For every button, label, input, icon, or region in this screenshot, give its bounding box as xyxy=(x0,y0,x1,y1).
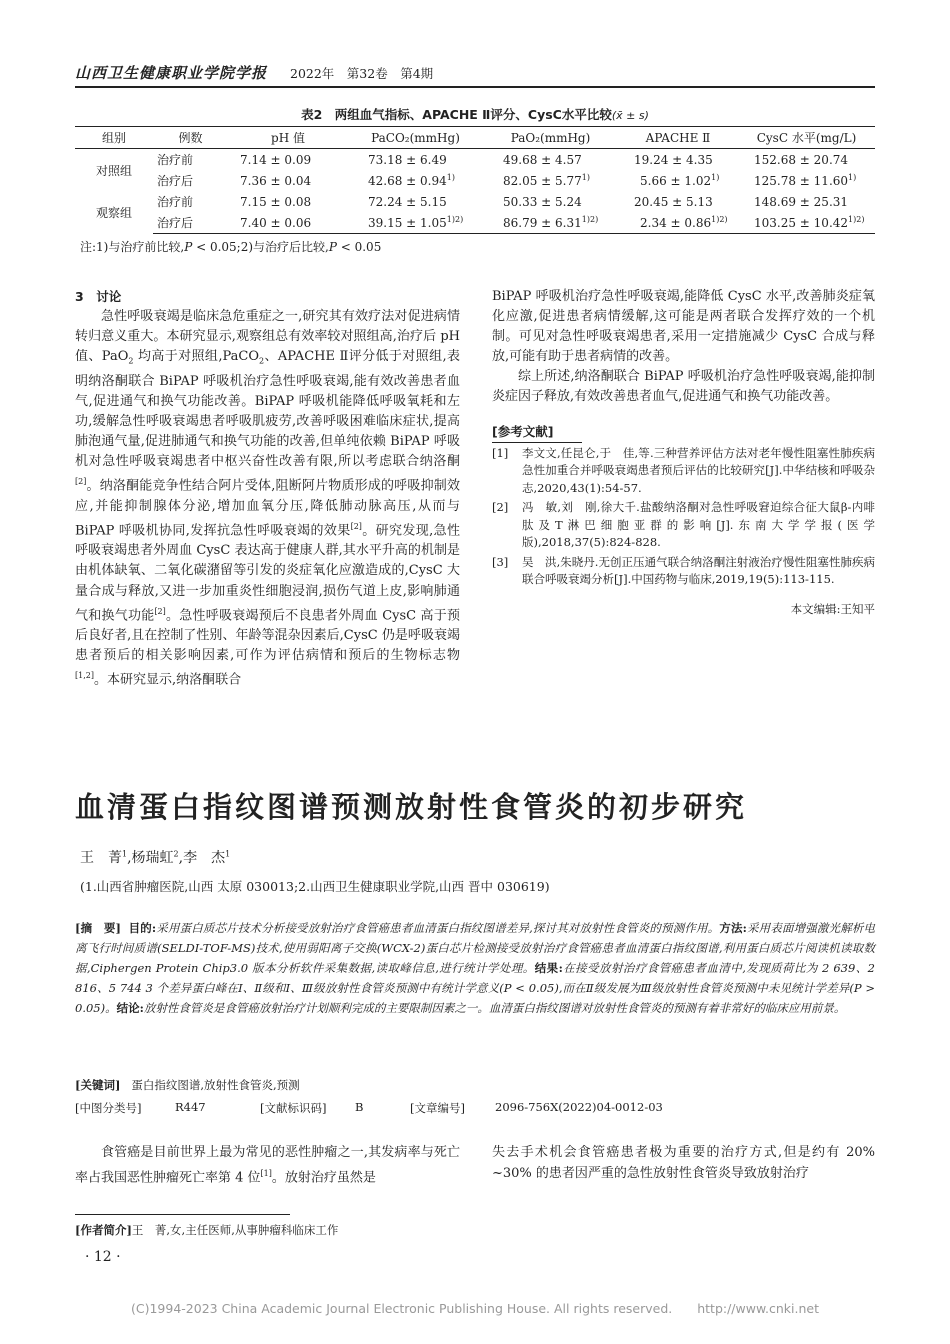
cell-time: 治疗前 xyxy=(157,153,194,167)
doc-code-value: B xyxy=(355,1100,364,1114)
th-count: 例数 xyxy=(153,127,228,149)
cell-ph: 7.40 ± 0.06 xyxy=(228,212,348,234)
cell-pao2 xyxy=(483,191,618,212)
cnki-copyright: (C)1994-2023 China Academic Journal Electronic Publishing House. All rights reserved. http://www.cnki.net xyxy=(130,1301,820,1316)
cysc-value: 148.69 ± 25.31 xyxy=(754,195,849,209)
cysc-value: 152.68 ± 20.74 xyxy=(754,153,849,167)
citation: [2] xyxy=(75,477,87,487)
abstract-objective-label: 目的: xyxy=(128,921,157,935)
text-run: 急性呼吸衰竭是临床急危重症之一,研究其有效疗法对促进病情转归意义重大。本研究显示,观察组总有效率较对照组高,治疗后 pH 值、PaO xyxy=(75,309,460,365)
cysc-value: 125.78 ± 11.60 xyxy=(754,174,849,188)
text-run: 、APACHE Ⅱ评分低于对照组,表明纳洛酮联合 BiPAP 呼吸机治疗急性呼吸衰竭,能有效改善患者血气,促进通气和换气功能改善。BiPAP 呼吸机能降低呼吸氧耗和左功,缓解急性呼吸衰竭患者呼吸肌疲劳,改善呼吸困难临床症状,提高肺泡通气量,促进肺通气和换气功能的改善,但单纯依赖 BiPAP 呼吸机对急性呼吸衰竭患者中枢兴奋性改善有限,所以考虑联合纳洛酮 xyxy=(75,349,460,470)
references-heading: [参考文献] xyxy=(492,422,582,443)
abstract-conclusion-label: 结论: xyxy=(116,1001,144,1015)
citation: [1,2] xyxy=(75,671,94,681)
text-run: 食管癌是目前世界上最为常见的恶性肿瘤之一,其发病率与死亡率占我国恶性肿瘤死亡率第 4 位 xyxy=(75,1145,460,1186)
intro-right xyxy=(492,1142,875,1184)
footnote-divider xyxy=(75,1214,290,1215)
citation: [1] xyxy=(260,1169,272,1178)
paco2-value: 73.18 ± 6.49 xyxy=(368,153,447,167)
pao2-value: 86.79 ± 6.31 xyxy=(503,216,582,230)
journal-issue: 2022年 第32卷 第4期 xyxy=(290,66,434,81)
th-cysc: CysC 水平(mg/L) xyxy=(738,127,875,149)
reference-text: 李文文,任昆仑,于 佳,等.三种营养评估方法对老年慢性阻塞性肺疾病急性加重合并呼吸衰竭患者预后评估的比较研究[J].中华结核和呼吸杂志,2020,43(1):54-57. xyxy=(522,445,875,495)
pao2-value: 49.68 ± 4.57 xyxy=(503,153,582,167)
author-affil-mark: 2 xyxy=(173,849,179,859)
author-affil-mark: 1 xyxy=(225,849,231,859)
th-paco2: PaCO₂(mmHg) xyxy=(348,127,483,149)
cell-time: 治疗后 xyxy=(153,212,228,234)
abstract-method: 采用表面增强激光解析电离飞行时间质谱(SELDI-TOF-MS)技术,使用弱阳离子交换(WCX-2)蛋白芯片检测接受放射治疗食管癌患者血清蛋白指纹图谱,利用蛋白质芯片阅读机读取数据,Ciphergen Protein Chip3.0 版本分析软件采集数据,读取峰信息,进行统计学处理。 xyxy=(75,921,876,975)
table-note xyxy=(80,238,381,255)
note-part: 注:1)与治疗前比较, xyxy=(80,240,185,254)
cell-cysc xyxy=(738,170,875,191)
th-group: 组别 xyxy=(75,127,153,149)
footnote-text: 王 菁,女,主任医师,从事肿瘤科临床工作 xyxy=(131,1223,339,1237)
article-title: 血清蛋白指纹图谱预测放射性食管炎的初步研究 xyxy=(75,790,748,824)
group-observation: 观察组 xyxy=(95,205,132,220)
discussion-left-column xyxy=(75,287,460,691)
apache-sup: 1) xyxy=(711,173,720,182)
intro-paragraph-cont: 失去手术机会食管癌患者极为重要的治疗方式,但是约有 20% ~30% 的患者因严重的急性放射性食管炎导致放射治疗 xyxy=(492,1145,875,1181)
discussion-paragraph-cont xyxy=(492,287,875,367)
article-number-label: [文章编号] xyxy=(410,1101,465,1115)
intro-paragraph xyxy=(75,1142,460,1188)
reference-item xyxy=(492,554,875,589)
abstract-conclusion: 放射性食管炎是食管癌放射治疗计划顺利完成的主要限制因素之一。血清蛋白指纹图谱对放射性食管炎的预测有着非常好的临床应用前景。 xyxy=(143,1001,846,1015)
reference-item xyxy=(492,445,875,498)
reference-number: [1] xyxy=(492,445,509,460)
cell-cysc xyxy=(738,212,875,234)
group-control: 对照组 xyxy=(95,163,132,178)
reference-item xyxy=(492,499,875,552)
article-affiliation: (1.山西省肿瘤医院,山西 太原 030013;2.山西卫生健康职业学院,山西 晋中 030619) xyxy=(80,879,550,894)
article-abstract xyxy=(75,918,875,1018)
citation: [2] xyxy=(154,606,166,616)
doc-code-label: [文献标识码] xyxy=(260,1101,327,1115)
intro-left xyxy=(75,1142,460,1188)
author-affil-mark: 1 xyxy=(122,849,128,859)
table-row xyxy=(75,191,875,212)
cell-pao2 xyxy=(483,149,618,171)
text-run: 。本研究显示,纳洛酮联合 xyxy=(93,672,242,688)
abstract-objective: 采用蛋白质芯片技术分析接受放射治疗食管癌患者血清蛋白指纹图谱差异,探讨其对放射性食管炎的预测作用。 xyxy=(156,921,720,935)
cysc-value: 103.25 ± 10.42 xyxy=(754,216,849,230)
cell-paco2 xyxy=(348,212,483,234)
apache-value: 5.66 ± 1.02 xyxy=(640,174,712,188)
apache-value: 20.45 ± 5.13 xyxy=(634,195,713,209)
apache-sup: 1)2) xyxy=(711,215,728,224)
author: ,杨瑞虹 xyxy=(127,850,174,866)
cell-apache xyxy=(618,191,738,212)
article-authors xyxy=(80,847,230,867)
note-p-symbol: P xyxy=(184,240,193,254)
table-header-row xyxy=(75,127,875,149)
table-caption-stat: (x̄ ± s) xyxy=(611,109,649,122)
cell-apache xyxy=(618,149,738,171)
text-run: 。纳洛酮能竞争性结合阿片受体,阻断阿片物质形成的呼吸抑制效应,并能抑制腺体分泌,增加血氧分压,降低肺动脉高压,从而与 BiPAP 呼吸机协同,发挥抗急性呼吸衰竭的效果 xyxy=(75,478,460,539)
cell-ph: 7.14 ± 0.09 xyxy=(240,152,312,167)
note-p-symbol: P xyxy=(328,240,337,254)
section-heading: 3 讨论 xyxy=(75,289,122,304)
cell-apache xyxy=(618,212,738,234)
cell-paco2 xyxy=(348,170,483,191)
discussion-paragraph: 急性呼吸衰竭是临床急危重症之一,研究其有效疗法对促进病情转归意义重大。本研究显示,观察组总有效率较对照组高,治疗后 pH 值、PaO$_2$ 均高于对照组,PaCO$_2$、APACHE Ⅱ评分低于对照组,表明纳洛酮联合 BiPAP 呼吸机治疗急性呼吸衰竭,能有效改善患者血气,促进通气和换气功能改善。BiPAP 呼吸机能降低呼吸氧耗和左功,缓解急性呼吸衰竭患者呼吸肌疲劳,改善呼吸困难临床症状,提高肺泡通气量,促进肺通气和换气功能的改善,但单纯依赖 BiPAP 呼吸机对急性呼吸衰竭患者中枢兴奋性改善有限,所以考虑联合纳洛酮[2]。纳洛酮能竞争性结合阿片受体,阻断阿片物质形成的呼吸抑制效应,并能抑制腺体分泌,增加血氧分压,降低肺动脉高压,从而与 BiPAP 呼吸机协同,发挥抗急性呼吸衰竭的效果[2]。研究发现,急性呼吸衰竭患者外周血 CysC 表达高于健康人群,其水平升高的机制是由机体缺氧、二氧化碳潴留等引发的炎症氧化应激造成的,CysC 大量合成与释放,又进一步加重炎性细胞浸润,损伤气道上皮,影响肺通气和换气功能[2]。急性呼吸衰竭预后不良患者外周血 CysC 高于预后良好者,且在控制了性别、年龄等混杂因素后,CysC 仍是呼吸衰竭患者预后的相关影响因素,可作为评估病情和预后的生物标志物[1,2]。本研究显示,纳洛酮联合 xyxy=(75,309,460,688)
journal-header xyxy=(75,60,875,88)
text-run: 。放射治疗虽然是 xyxy=(271,1170,376,1186)
cell-time: 治疗前 xyxy=(157,195,194,209)
table-blood-gas xyxy=(75,126,875,234)
reference-text: 冯 敏,刘 刚,徐大千.盐酸纳洛酮对急性呼吸窘迫综合征大鼠β-内啡肽及T淋巴细胞亚群的影响[J].东南大学学报(医学版),2018,37(5):824-828. xyxy=(522,500,875,550)
clc-value: R447 xyxy=(175,1100,206,1114)
article-number-value: 2096-756X(2022)04-0012-03 xyxy=(495,1100,663,1114)
journal-name: 山西卫生健康职业学院学报 xyxy=(75,64,268,82)
text-run: 。急性呼吸衰竭预后不良患者外周血 CysC 高于预后良好者,且在控制了性别、年龄等混杂因素后,CysC 仍是呼吸衰竭患者预后的相关影响因素,可作为评估病情和预后的生物标志物 xyxy=(75,607,460,664)
note-part: < 0.05;2)与治疗后比较, xyxy=(192,240,329,254)
paco2-value: 42.68 ± 0.94 xyxy=(368,174,447,188)
cell-ph: 7.36 ± 0.04 xyxy=(240,173,312,188)
pao2-sup: 1) xyxy=(581,173,590,182)
footnote-label: [作者简介] xyxy=(75,1223,132,1237)
abstract-label: [摘 要] xyxy=(75,921,121,935)
note-part: < 0.05 xyxy=(336,240,382,254)
paco2-value: 39.15 ± 1.05 xyxy=(368,216,447,230)
th-apache: APACHE Ⅱ xyxy=(618,127,738,149)
cell-pao2 xyxy=(483,170,618,191)
cell-cysc xyxy=(738,191,875,212)
cell-ph: 7.15 ± 0.08 xyxy=(240,194,312,209)
text-run: BiPAP 呼吸机治疗急性呼吸衰竭,能降低 CysC 水平,改善肺炎症氧化应激,促进患者病情缓解,这可能是两者联合发挥疗效的一个机制。可见对急性呼吸衰竭患者,采用一定措施减少 CysC 合成与释放,可能有助于患者病情的改善。 xyxy=(492,289,875,365)
table-caption-text: 表2 两组血气指标、APACHE Ⅱ评分、CysC水平比较 xyxy=(301,107,612,122)
reference-number: [2] xyxy=(492,500,509,515)
pao2-value: 82.05 ± 5.77 xyxy=(503,174,582,188)
clc-label: [中图分类号] xyxy=(75,1101,142,1115)
discussion-right-column xyxy=(492,287,875,619)
paco2-sup: 1)2) xyxy=(446,215,464,224)
text-run: 。研究发现,急性呼吸衰竭患者外周血 CysC 表达高于健康人群,其水平升高的机制是由机体缺氧、二氧化碳潴留等引发的炎症氧化应激造成的,CysC 大量合成与释放,又进一步加重炎性细胞浸润,损伤气道上皮,影响肺通气和换气功能 xyxy=(75,523,460,623)
cell-paco2 xyxy=(348,191,483,212)
keywords-label: [关键词] xyxy=(75,1078,121,1092)
author-footnote xyxy=(75,1222,338,1238)
reference-number: [3] xyxy=(492,554,509,569)
pao2-value: 50.33 ± 5.24 xyxy=(503,195,582,209)
citation: [2] xyxy=(350,521,362,531)
table-row xyxy=(75,170,875,191)
cell-time: 治疗后 xyxy=(157,174,194,188)
cell-cysc xyxy=(738,149,875,171)
paco2-sup: 1) xyxy=(446,173,455,182)
keywords xyxy=(75,1077,300,1093)
abstract-result: 在接受放射治疗食管癌患者血清中,发现质荷比为 2 639、2 816、5 744 3 个差异蛋白峰在Ⅰ、Ⅱ级和Ⅰ、Ⅲ级放射性食管炎预测中有统计学意义(P < 0.05),而在Ⅱ级发展为Ⅲ级放射性食管炎预测中未见统计学差异(P > 0.05)。 xyxy=(75,961,875,1015)
th-pao2: PaO₂(mmHg) xyxy=(483,127,618,149)
table-row xyxy=(75,212,875,234)
apache-value: 19.24 ± 4.35 xyxy=(634,153,713,167)
reference-text: 吴 洪,朱晓丹.无创正压通气联合纳洛酮注射液治疗慢性阻塞性肺疾病联合呼吸衰竭分析[J].中国药物与临床,2019,19(5):113-115. xyxy=(522,554,875,587)
cell-paco2 xyxy=(348,149,483,171)
abstract-result-label: 结果: xyxy=(534,961,563,975)
table-caption xyxy=(75,105,875,123)
author: 王 菁 xyxy=(80,850,122,866)
paco2-value: 72.24 ± 5.15 xyxy=(368,195,447,209)
editor-credit: 本文编辑:王知平 xyxy=(790,601,875,616)
conclusion-paragraph: 综上所述,纳洛酮联合 BiPAP 呼吸机治疗急性呼吸衰竭,能抑制炎症因子释放,有效改善患者血气,促进通气和换气功能改善。 xyxy=(492,369,875,405)
pao2-sup: 1)2) xyxy=(581,215,599,224)
cysc-sup: 1)2) xyxy=(848,215,865,224)
table-row xyxy=(75,149,875,171)
page-number: · 12 · xyxy=(85,1249,121,1265)
cysc-sup: 1) xyxy=(848,173,857,182)
abstract-method-label: 方法: xyxy=(719,921,747,935)
keywords-text: 蛋白指纹图谱,放射性食管炎,预测 xyxy=(131,1078,300,1092)
text-run: 均高于对照组,PaCO xyxy=(133,349,259,365)
author: ,李 杰 xyxy=(178,850,226,866)
th-ph: pH 值 xyxy=(228,127,348,149)
cell-apache xyxy=(618,170,738,191)
cell-pao2 xyxy=(483,212,618,234)
apache-value: 2.34 ± 0.86 xyxy=(640,216,712,230)
